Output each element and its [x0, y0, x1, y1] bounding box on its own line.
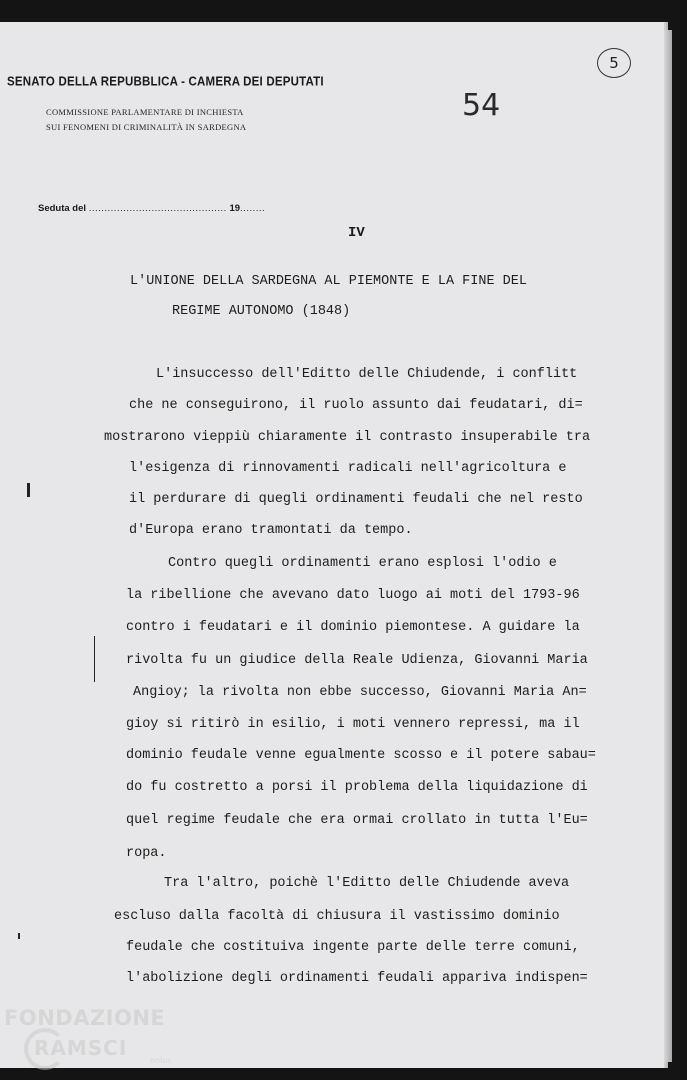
body-line: il perdurare di quegli ordinamenti feudali che nel resto: [129, 492, 583, 507]
body-line: l'abolizione degli ordinamenti feudali appariva indispen=: [126, 971, 588, 986]
body-line: d'Europa erano tramontati da tempo.: [129, 523, 413, 538]
body-line: contro i feudatari e il dominio piemontese. A guidare la: [126, 620, 580, 635]
body-line: do fu costretto a porsi il problema della liquidazione di: [126, 780, 588, 795]
body-line: ropa.: [126, 846, 167, 861]
margin-mark: [27, 483, 30, 497]
body-line: feudale che costituiva ingente parte delle terre comuni,: [126, 940, 580, 955]
body-line: la ribellione che avevano dato luogo ai moti del 1793-96: [126, 588, 580, 603]
session-date-line: [38, 203, 265, 214]
body-line: dominio feudale venne egualmente scosso e il potere sabau=: [126, 748, 596, 763]
body-line: L'insuccesso dell'Editto delle Chiudende, i conflitt: [156, 367, 578, 382]
body-line: Contro quegli ordinamenti erano esplosi l'odio e: [168, 556, 557, 571]
chapter-title-line: REGIME AUTONOMO (1848): [172, 304, 351, 319]
margin-dot: [18, 933, 20, 939]
margin-line: [94, 636, 95, 682]
body-line: l'esigenza di rinnovamenti radicali nell'agricoltura e: [129, 461, 567, 476]
body-line: gioy si ritirò in esilio, i moti vennero repressi, ma il: [126, 717, 580, 732]
body-line: escluso dalla facoltà di chiusura il vastissimo dominio: [114, 909, 560, 924]
body-line: Angioy; la rivolta non ebbe successo, Giovanni Maria An=: [133, 685, 587, 700]
commission-line-1: COMMISSIONE PARLAMENTARE DI INCHIESTA: [46, 107, 244, 117]
watermark-line-2: RAMSCI: [34, 1036, 128, 1060]
session-year-prefix: 19: [229, 203, 241, 214]
handwritten-page-number: 54: [462, 88, 501, 123]
body-line: mostrarono vieppiù chiaramente il contrasto insuperabile tra: [104, 430, 591, 445]
session-label: Seduta del: [38, 203, 87, 214]
commission-line-2: SUI FENOMENI DI CRIMINALITÀ IN SARDEGNA: [46, 122, 247, 132]
body-line: che ne conseguirono, il ruolo assunto dai feudatari, di=: [129, 398, 583, 413]
circled-page-number: 5: [597, 48, 631, 78]
body-line: Tra l'altro, poichè l'Editto delle Chiudende aveva: [164, 876, 570, 891]
institution-header: SENATO DELLA REPUBBLICA - CAMERA DEI DEPUTATI: [7, 75, 324, 89]
watermark-line-1: FONDAZIONE: [4, 1006, 166, 1030]
page-stack-edge: [664, 30, 672, 1062]
session-dots: ............................................: [88, 203, 227, 214]
chapter-number: IV: [348, 225, 365, 241]
body-line: quel regime feudale che era ormai crollato in tutta l'Eu=: [126, 813, 588, 828]
watermark-suffix: onlus: [150, 1056, 172, 1065]
session-year-dots: ........: [240, 203, 266, 214]
body-line: rivolta fu un giudice della Reale Udienza, Giovanni Maria: [126, 653, 588, 668]
chapter-title-line: L'UNIONE DELLA SARDEGNA AL PIEMONTE E LA FINE DEL: [130, 274, 527, 289]
